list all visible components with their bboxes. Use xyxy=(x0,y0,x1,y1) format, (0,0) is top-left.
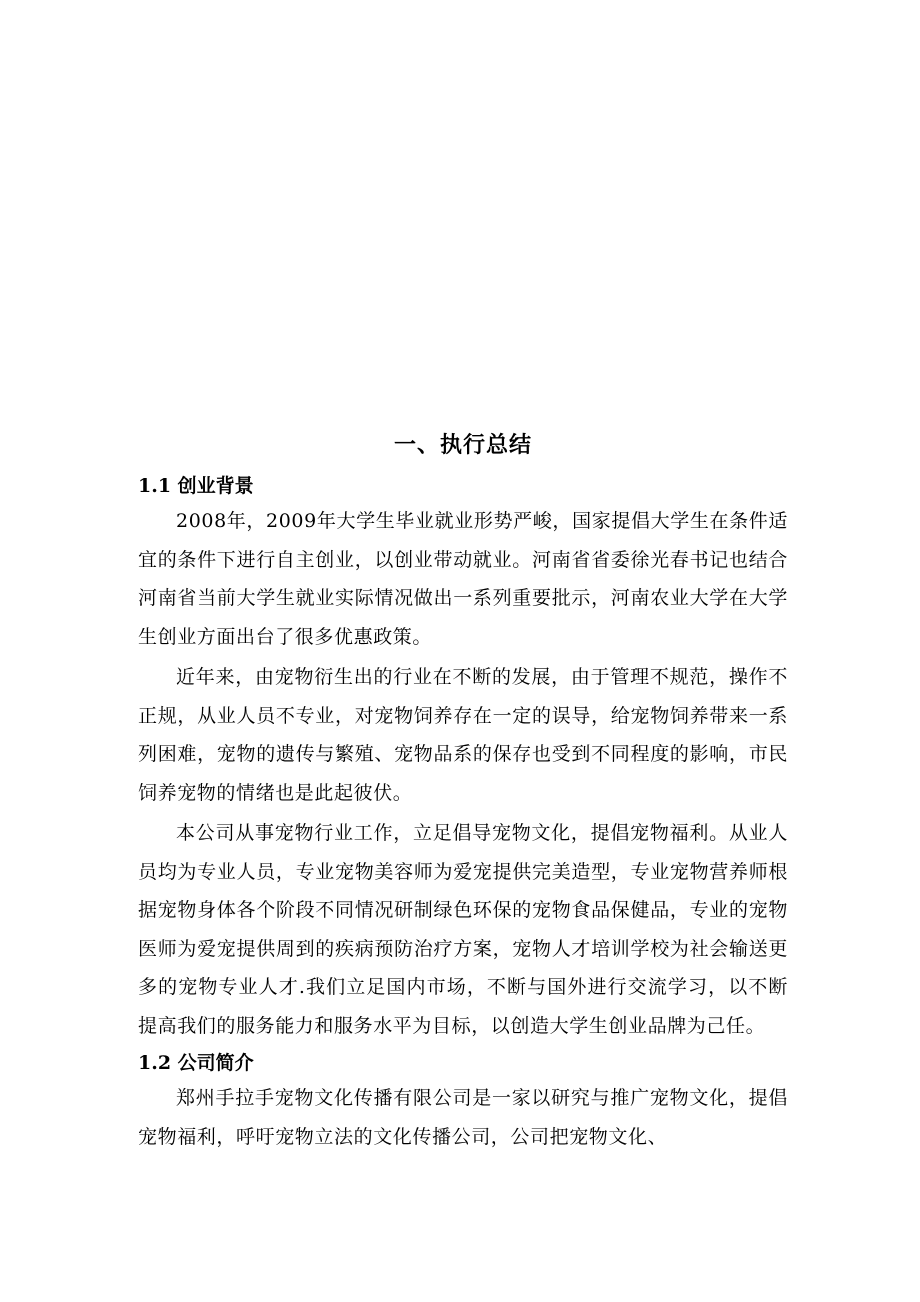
document-body xyxy=(138,424,788,1158)
section-heading: 1.2 公司简介 xyxy=(138,1052,254,1074)
section-company-profile xyxy=(138,1047,788,1156)
paragraph: 郑州手拉手宠物文化传播有限公司是一家以研究与推广宠物文化，提倡宠物福利，呼吁宠物立法的文化传播公司，公司把宠物文化、 xyxy=(138,1087,788,1148)
section-background xyxy=(138,470,788,1045)
section-heading: 1.1 创业背景 xyxy=(138,475,254,497)
paragraph: 本公司从事宠物行业工作，立足倡导宠物文化，提倡宠物福利。从业人员均为专业人员，专业宠物美容师为爱宠提供完美造型，专业宠物营养师根据宠物身体各个阶段不同情况研制绿色环保的宠物食品保健品，专业的宠物医师为爱宠提供周到的疾病预防治疗方案，宠物人才培训学校为社会输送更多的宠物专业人才.我们立足国内市场，不断与国外进行交流学习，以不断提高我们的服务能力和服务水平为目标，以创造大学生创业品牌为己任。 xyxy=(138,822,788,1037)
paragraph: 2008年，2009年大学生毕业就业形势严峻，国家提倡大学生在条件适宜的条件下进行自主创业，以创业带动就业。河南省省委徐光春书记也结合河南省当前大学生就业实际情况做出一系列重要批示，河南农业大学在大学生创业方面出台了很多优惠政策。 xyxy=(138,510,788,648)
chapter-title: 一、执行总结 xyxy=(393,432,532,458)
paragraph: 近年来，由宠物衍生出的行业在不断的发展，由于管理不规范，操作不正规，从业人员不专业，对宠物饲养存在一定的误导，给宠物饲养带来一系列困难，宠物的遗传与繁殖、宠物品系的保存也受到不同程度的影响，市民饲养宠物的情绪也是此起彼伏。 xyxy=(138,666,788,804)
